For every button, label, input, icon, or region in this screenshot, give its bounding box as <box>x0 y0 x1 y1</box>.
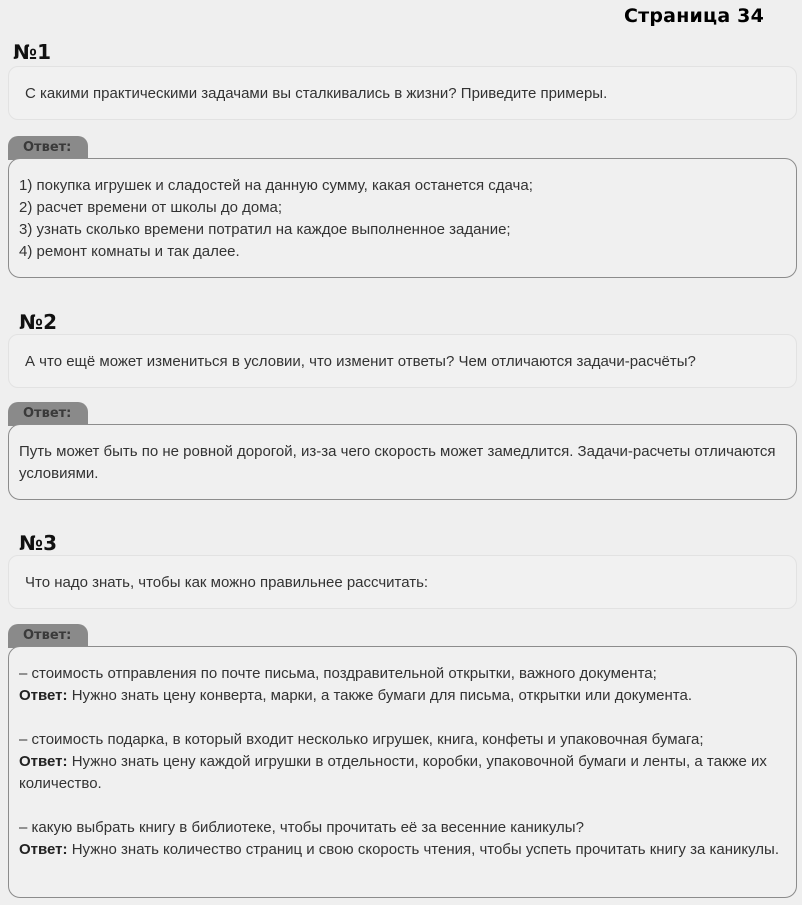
task-1-answer-tab: Ответ: <box>8 136 88 160</box>
task-3-question-text: Что надо знать, чтобы как можно правильнее рассчитать: <box>25 573 429 591</box>
task-3-item-text: – стоимость подарка, в который входит несколько игрушек, книга, конфеты и упаковочная бумага; <box>19 731 704 748</box>
task-3-answer-tab: Ответ: <box>8 624 88 648</box>
task-3-item-text: – стоимость отправления по почте письма, поздравительной открытки, важного документа; <box>19 665 657 682</box>
task-3-answer-box <box>8 646 797 898</box>
task-1-answer-line: 4) ремонт комнаты и так далее. <box>19 243 240 260</box>
task-3-question <box>8 555 797 609</box>
page-title: Страница 34 <box>624 5 764 27</box>
task-3-number: №3 <box>19 531 57 555</box>
answer-text: Нужно знать количество страниц и свою скорость чтения, чтобы успеть прочитать книгу за каникулы. <box>71 841 779 858</box>
task-3-item-answer <box>19 839 786 861</box>
task-1-number: №1 <box>13 40 51 64</box>
answer-label: Ответ: <box>19 687 68 704</box>
task-3-item-answer <box>19 751 786 795</box>
task-2-question-text: А что ещё может измениться в условии, что изменит ответы? Чем отличаются задачи-расчёты? <box>25 352 696 370</box>
answer-label: Ответ: <box>19 753 68 770</box>
task-1-question <box>8 66 797 120</box>
task-2-question <box>8 334 797 388</box>
task-3-item-answer <box>19 685 786 707</box>
answer-label: Ответ: <box>19 841 68 858</box>
answer-text: Нужно знать цену каждой игрушки в отдельности, коробки, упаковочной бумаги и ленты, а также их количество. <box>19 753 767 792</box>
task-1-answer-line: 3) узнать сколько времени потратил на каждое выполненное задание; <box>19 221 511 238</box>
task-3-item-text: – какую выбрать книгу в библиотеке, чтобы прочитать её за весенние каникулы? <box>19 819 584 836</box>
task-2-answer-box <box>8 424 797 500</box>
task-2-number: №2 <box>19 310 57 334</box>
task-1-answer-line: 1) покупка игрушек и сладостей на данную сумму, какая останется сдача; <box>19 177 533 194</box>
task-2-answer-line: Путь может быть по не ровной дорогой, из-за чего скорость может замедлится. Задачи-расчеты отличаются условиями. <box>19 443 776 482</box>
task-1-answer-box <box>8 158 797 278</box>
answer-text: Нужно знать цену конверта, марки, а также бумаги для письма, открытки или документа. <box>71 687 692 704</box>
task-1-answer-line: 2) расчет времени от школы до дома; <box>19 199 283 216</box>
task-2-answer-tab: Ответ: <box>8 402 88 426</box>
task-1-question-text: С какими практическими задачами вы сталкивались в жизни? Приведите примеры. <box>25 84 608 102</box>
